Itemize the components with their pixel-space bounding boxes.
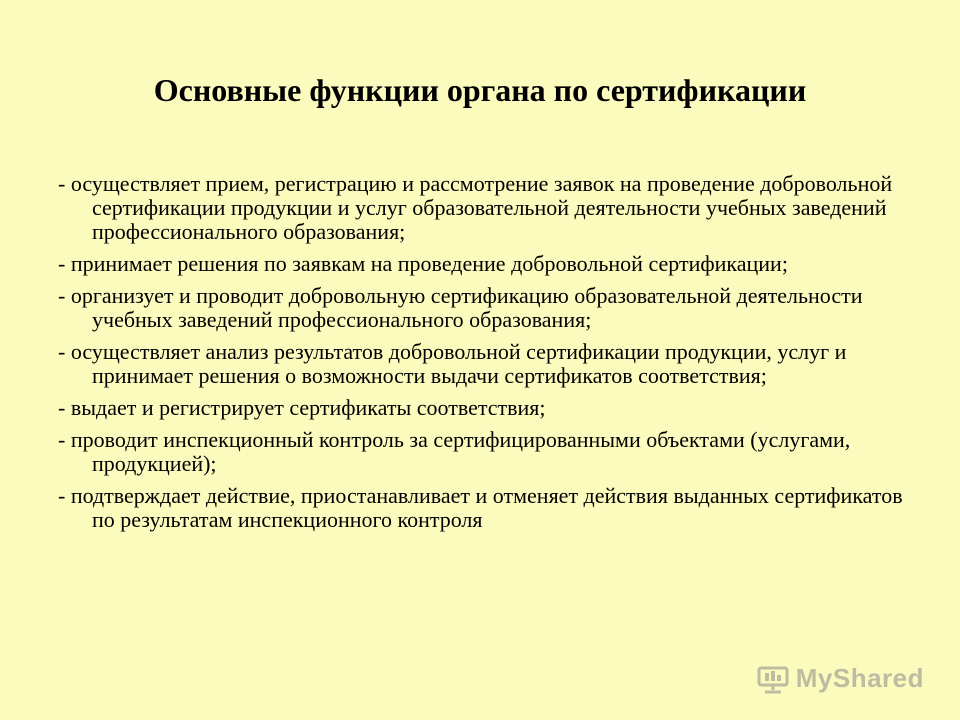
function-list (58, 172, 920, 540)
watermark-logo (756, 663, 924, 694)
list-item: - осуществляет анализ результатов добровольной сертификации продукции, услуг и принимает решения о возможности выдачи сертификатов соответствия; (58, 339, 847, 388)
list-item: - проводит инспекционный контроль за сертифицированными объектами (услугами, продукцией); (58, 427, 851, 476)
presentation-board-icon (756, 664, 790, 694)
list-item: - принимает решения по заявкам на проведение добровольной сертификации; (58, 251, 788, 276)
list-item: - подтверждает действие, приостанавливает и отменяет действия выданных сертификатов по результатам инспекционного контроля (58, 483, 903, 532)
list-item: - выдает и регистрирует сертификаты соответствия; (58, 395, 546, 420)
watermark-text: MyShared (795, 663, 924, 693)
slide-title: Основные функции органа по сертификации (153, 72, 807, 108)
list-item: - организует и проводит добровольную сертификацию образовательной деятельности учебных заведений профессионального образования; (58, 283, 863, 332)
list-item: - осуществляет прием, регистрацию и рассмотрение заявок на проведение добровольной сертификации продукции и услуг образовательной деятельности учебных заведений профессионального образования; (58, 171, 893, 244)
